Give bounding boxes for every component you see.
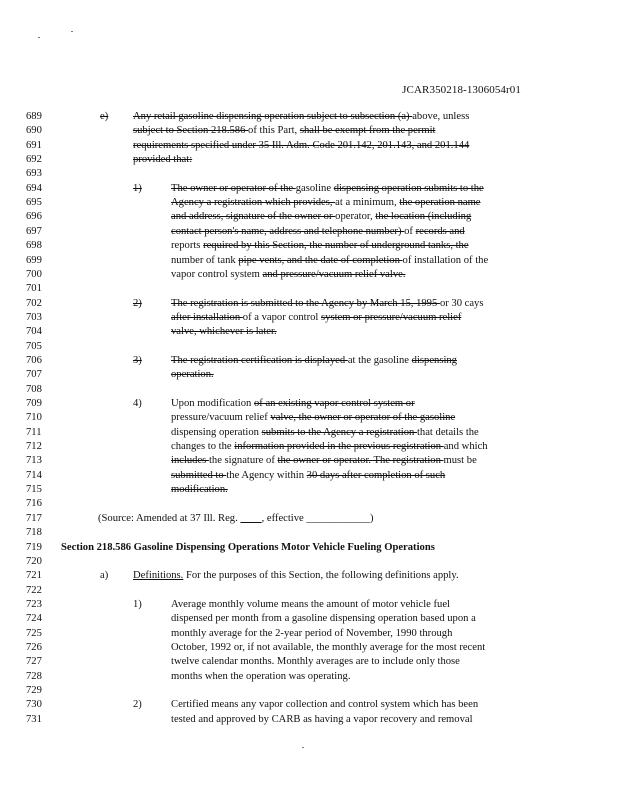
text-segment: or 30 cays xyxy=(439,297,484,309)
document-line xyxy=(0,627,618,641)
document-line xyxy=(0,641,618,655)
section-heading xyxy=(61,541,435,554)
line-number: 697 xyxy=(26,225,42,237)
document-line xyxy=(0,254,618,268)
text-segment: the number of underground tanks, the xyxy=(309,240,469,252)
text-segment: required by this Section, xyxy=(203,240,310,252)
subsection-marker xyxy=(100,569,108,582)
text-segment: modification. xyxy=(171,484,228,496)
text-segment: valve, the owner or operator of the gasoline xyxy=(270,412,456,424)
line-text xyxy=(171,225,465,238)
text-segment: Certified means any vapor collection and control system which has been xyxy=(171,699,479,711)
line-text xyxy=(171,268,405,281)
text-segment: gasoline dispensing xyxy=(178,111,265,122)
line-number: 704 xyxy=(26,326,42,338)
document-line xyxy=(0,426,618,440)
line-number: 720 xyxy=(26,555,42,567)
text-segment: Definitions. xyxy=(133,570,184,582)
scan-speck xyxy=(71,31,73,32)
text-segment: the Agency within xyxy=(226,469,307,481)
text-segment: gasoline xyxy=(295,182,334,194)
text-segment: must be xyxy=(443,455,477,467)
text-segment: The owner or operator of the xyxy=(171,182,296,194)
document-line xyxy=(0,110,618,124)
document-line xyxy=(0,512,618,526)
document-line xyxy=(0,541,618,555)
document-line xyxy=(0,483,618,497)
line-number: 721 xyxy=(26,570,42,582)
line-number: 695 xyxy=(26,197,42,209)
text-segment: and which xyxy=(443,441,488,453)
text-segment: (Source: Amended at 37 Ill. Reg. xyxy=(98,512,241,524)
text-segment: dispensing operation xyxy=(171,426,262,438)
text-segment: monthly average for the 2-year period of November, 1990 through xyxy=(171,627,453,639)
document-line xyxy=(0,526,618,540)
text-segment: the owner or operator. The registration xyxy=(277,455,444,467)
text-segment: subject to Section 218.586 xyxy=(133,125,249,137)
document-line xyxy=(0,684,618,698)
text-segment: 30 days after completion of such xyxy=(306,469,446,481)
line-number: 694 xyxy=(26,182,42,194)
line-text xyxy=(171,627,452,640)
text-segment: reports xyxy=(171,240,204,252)
text-segment: ____________ xyxy=(306,512,370,524)
text-segment: submitted to xyxy=(171,469,227,481)
line-number: 689 xyxy=(26,111,42,122)
line-number: 714 xyxy=(26,469,42,481)
item-marker: 3) xyxy=(133,354,142,366)
line-number: 709 xyxy=(26,398,42,409)
text-segment: of xyxy=(404,225,416,237)
text-segment: includes xyxy=(171,455,209,467)
line-number: 691 xyxy=(26,139,42,151)
line-text xyxy=(171,426,479,439)
line-number: 699 xyxy=(26,254,42,266)
document-line xyxy=(0,124,618,138)
line-number: 710 xyxy=(26,412,42,424)
text-segment: contact person's name, address and telephone number) xyxy=(171,225,405,237)
text-segment: The registration certification is displayed xyxy=(171,354,348,366)
line-text xyxy=(171,454,477,467)
item-marker: 2) xyxy=(133,699,142,711)
text-segment: and pressure/vacuum relief valve. xyxy=(262,268,406,280)
text-segment: The registration is submitted xyxy=(171,297,296,309)
text-segment: after installation xyxy=(171,311,243,323)
text-segment: the location (including xyxy=(375,211,472,223)
text-segment xyxy=(240,513,261,524)
text-segment: that details the xyxy=(416,426,479,438)
line-number: 698 xyxy=(26,240,42,252)
text-segment: of a vapor control xyxy=(242,311,322,323)
text-segment: Section 218.586 Gasoline Dispensing Operations Motor Vehicle Fueling Operations xyxy=(61,541,435,553)
document-line xyxy=(0,368,618,382)
line-text xyxy=(171,411,455,424)
line-text xyxy=(133,110,469,123)
document-line xyxy=(0,282,618,296)
document-line xyxy=(0,598,618,612)
document-line xyxy=(0,139,618,153)
text-segment: requirements specified under 35 Ill. Adm. Code 201.142, 201.143, and 201.144 xyxy=(133,139,470,151)
text-segment: operation subject to subsection (a) xyxy=(264,111,413,122)
text-segment: twelve calendar months. Monthly averages are to include only those xyxy=(171,656,460,668)
line-number: 692 xyxy=(26,154,42,166)
document-line xyxy=(0,354,618,368)
text-segment: tested and approved by CARB as having a vapor recovery and removal xyxy=(171,713,473,725)
line-text xyxy=(171,397,415,410)
document-line xyxy=(0,182,618,196)
text-segment: dispensing xyxy=(411,354,457,366)
text-segment: operation. xyxy=(171,369,214,381)
line-number: 690 xyxy=(26,125,42,137)
text-segment: above, unless xyxy=(412,111,470,122)
line-number: 700 xyxy=(26,268,42,280)
line-text xyxy=(171,713,473,726)
line-number: 702 xyxy=(26,297,42,309)
line-number: 719 xyxy=(26,541,42,553)
line-text xyxy=(171,254,488,267)
document-line xyxy=(0,469,618,483)
document-line xyxy=(0,325,618,339)
text-segment: system or pressure/vacuum relief xyxy=(321,311,462,323)
document-id: JCAR350218-1306054r01 xyxy=(402,84,521,96)
document-line xyxy=(0,196,618,210)
document-line xyxy=(0,268,618,282)
text-segment: of installation of the xyxy=(402,254,489,266)
text-segment: dispensed per month from a gasoline dispensing operation based upon a xyxy=(171,613,476,625)
line-text xyxy=(171,641,485,654)
text-segment: ) xyxy=(369,512,374,524)
source-note xyxy=(98,512,374,525)
document-line xyxy=(0,612,618,626)
document-line xyxy=(0,383,618,397)
line-number: 729 xyxy=(26,685,42,696)
line-text xyxy=(133,139,469,152)
line-text xyxy=(171,612,476,625)
subsection-marker xyxy=(100,110,108,123)
document-line xyxy=(0,440,618,454)
item-marker: 2) xyxy=(133,297,142,309)
line-text xyxy=(133,569,459,582)
line-number: 711 xyxy=(26,426,42,438)
item-marker: 1) xyxy=(133,182,142,194)
line-text xyxy=(171,368,214,381)
document-line xyxy=(0,210,618,224)
line-number: 717 xyxy=(26,512,42,524)
line-text xyxy=(171,182,484,195)
line-number: 723 xyxy=(26,598,42,610)
line-text xyxy=(171,655,460,668)
text-segment: e) xyxy=(100,111,109,122)
line-text xyxy=(171,210,471,223)
text-segment: records and xyxy=(415,225,465,237)
line-number: 707 xyxy=(26,369,42,381)
line-text xyxy=(171,239,469,252)
text-segment: of this Part, xyxy=(248,125,300,137)
text-segment: For the purposes of this Section, the following definitions apply. xyxy=(183,570,459,582)
text-segment: retail xyxy=(153,111,179,122)
document-line xyxy=(0,153,618,167)
scan-speck xyxy=(38,37,40,38)
text-segment: the signature of xyxy=(208,455,278,467)
document-line xyxy=(0,297,618,311)
text-segment: submits to the Agency a registration xyxy=(261,426,417,438)
document-line xyxy=(0,670,618,684)
line-text xyxy=(171,670,350,683)
text-segment: months when the operation was operating. xyxy=(171,670,351,682)
line-number: 708 xyxy=(26,383,42,395)
document-line xyxy=(0,454,618,468)
document-line xyxy=(0,555,618,569)
text-segment: the operation name xyxy=(399,197,481,209)
line-text xyxy=(171,325,277,338)
text-segment: to the Agency by March 15, 1995 xyxy=(295,297,440,309)
text-segment: changes to the xyxy=(171,441,235,453)
document-line xyxy=(0,497,618,511)
text-segment: of an existing vapor control system or xyxy=(253,398,415,409)
text-segment: shall be exempt from the permit xyxy=(299,125,436,137)
text-segment: Upon modification xyxy=(171,398,254,409)
text-segment: Average monthly volume means the amount of motor vehicle fuel xyxy=(171,598,450,610)
line-number: 726 xyxy=(26,641,42,653)
document-line xyxy=(0,584,618,598)
line-text xyxy=(133,153,192,166)
text-segment: a) xyxy=(100,570,109,582)
line-number: 731 xyxy=(26,713,42,725)
item-marker: 4) xyxy=(133,398,142,409)
text-segment: Any xyxy=(133,111,154,122)
line-text xyxy=(171,483,228,496)
document-line xyxy=(0,340,618,354)
line-number: 716 xyxy=(26,498,42,510)
line-text xyxy=(171,311,461,324)
line-number: 730 xyxy=(26,699,42,711)
line-number: 728 xyxy=(26,670,42,682)
scan-speck xyxy=(302,747,304,748)
document-line xyxy=(0,655,618,669)
line-text xyxy=(171,440,488,453)
text-segment: , effective xyxy=(261,512,307,524)
text-segment: number of tank xyxy=(171,254,239,266)
document-line xyxy=(0,411,618,425)
text-segment: Agency a registration which provides, xyxy=(171,197,336,209)
text-segment: at a minimum, xyxy=(335,197,400,209)
document-line xyxy=(0,225,618,239)
line-number: 715 xyxy=(26,484,42,496)
line-number: 693 xyxy=(26,168,42,180)
document-line xyxy=(0,397,618,411)
line-number: 722 xyxy=(26,584,42,596)
document-line xyxy=(0,167,618,181)
text-segment: valve, whichever is later. xyxy=(171,326,277,338)
text-segment: vapor control system xyxy=(171,268,263,280)
line-number: 712 xyxy=(26,441,42,453)
text-segment: October, 1992 or, if not available, the monthly average for the most recent xyxy=(171,641,486,653)
line-number: 701 xyxy=(26,283,42,295)
text-segment: information provided in the previous registration xyxy=(234,441,444,453)
line-text xyxy=(171,297,483,310)
line-number: 705 xyxy=(26,340,42,352)
text-segment: at the gasoline xyxy=(347,354,412,366)
line-number: 706 xyxy=(26,354,42,366)
line-number: 718 xyxy=(26,527,42,539)
line-number: 724 xyxy=(26,613,42,625)
line-text xyxy=(133,124,435,137)
line-number: 703 xyxy=(26,311,42,323)
item-marker: 1) xyxy=(133,598,142,610)
document-line xyxy=(0,569,618,583)
text-segment: pipe vents, and the date of completion xyxy=(238,254,403,266)
text-segment: and address, signature of the owner or xyxy=(171,211,336,223)
line-text xyxy=(171,354,457,367)
line-number: 696 xyxy=(26,211,42,223)
document-line xyxy=(0,698,618,712)
line-text xyxy=(171,598,450,611)
line-text xyxy=(171,698,478,711)
document-line xyxy=(0,311,618,325)
text-segment: pressure/vacuum relief xyxy=(171,412,271,424)
line-text xyxy=(171,469,445,482)
line-number: 725 xyxy=(26,627,42,639)
line-number: 727 xyxy=(26,656,42,668)
text-segment: operator, xyxy=(335,211,376,223)
text-segment: provided that: xyxy=(133,154,193,166)
line-text xyxy=(171,196,481,209)
text-segment: dispensing operation submits to the xyxy=(333,182,484,194)
line-number: 713 xyxy=(26,455,42,467)
document-line xyxy=(0,713,618,727)
document-line xyxy=(0,239,618,253)
